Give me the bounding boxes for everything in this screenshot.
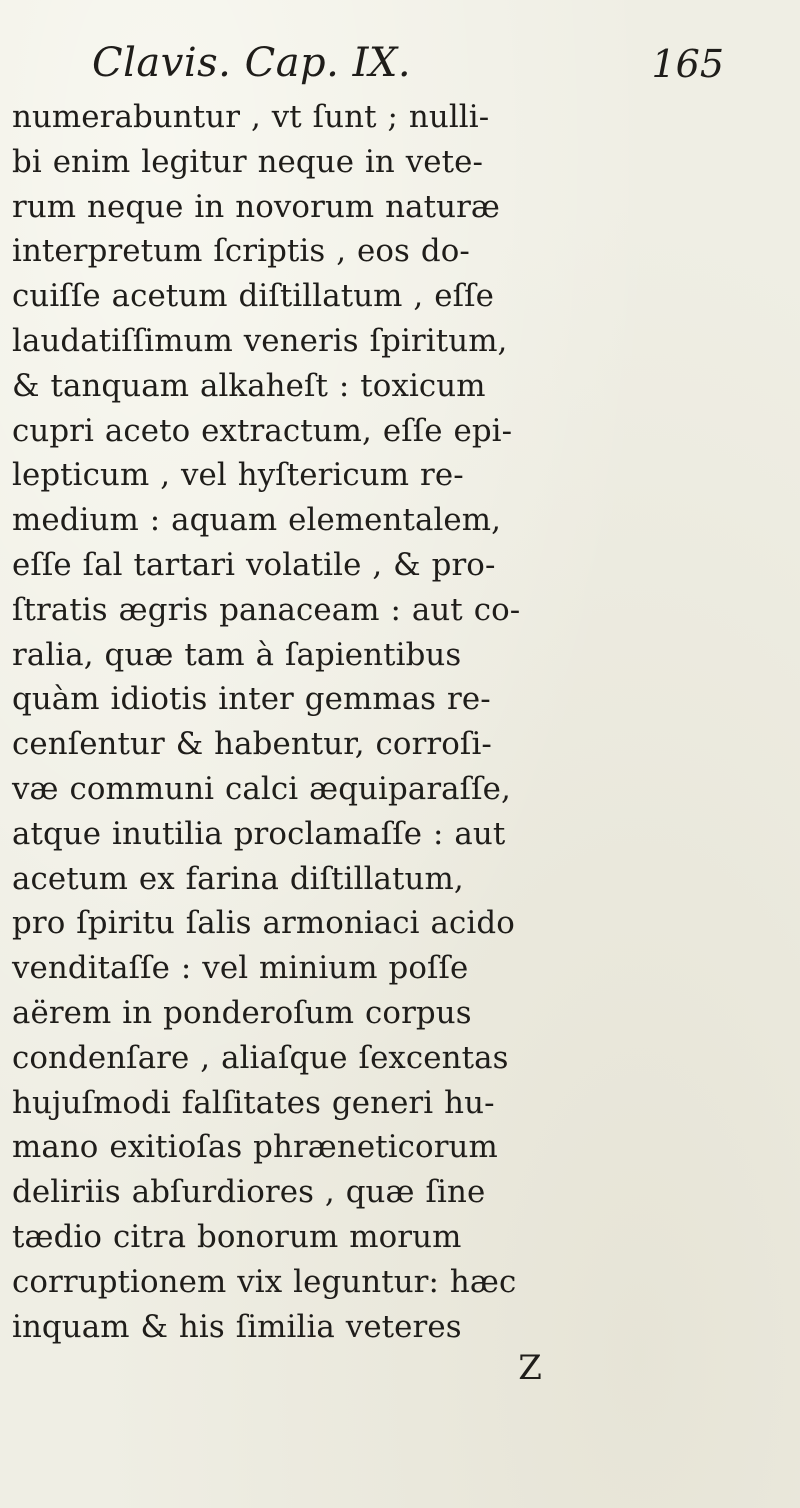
text-line: corruptionem vix leguntur: hæc <box>12 1263 517 1300</box>
text-line: eſſe ſal tartari volatile , & pro- <box>12 546 496 583</box>
text-line: tædio citra bonorum morum <box>12 1218 462 1255</box>
text-line: deliriis abſurdiores , quæ ſine <box>12 1174 486 1211</box>
text-line: condenſare , aliaſque ſexcentas <box>12 1039 509 1076</box>
text-line: ſtratis ægris panaceam : aut co- <box>12 591 521 628</box>
text-line: atque inutilia proclamaſſe : aut <box>12 815 506 852</box>
page-header <box>0 40 800 100</box>
text-line: hujuſmodi falſitates generi hu- <box>12 1084 495 1121</box>
signature-mark: Z <box>518 1348 542 1388</box>
text-line: aërem in ponderoſum corpus <box>12 994 472 1031</box>
page-number: 165 <box>651 42 724 86</box>
text-line: cenſentur & habentur, corroſi- <box>12 726 492 763</box>
text-line: ralia, quæ tam à ſapientibus <box>12 636 462 673</box>
text-line: mano exitioſas phræneticorum <box>12 1129 498 1166</box>
text-line: & tanquam alkaheſt : toxicum <box>12 367 486 404</box>
text-line: interpretum ſcriptis , eos do- <box>12 233 470 270</box>
text-line: inquam & his ſimilia veteres <box>12 1308 462 1345</box>
text-line: venditaſſe : vel minium poſſe <box>12 950 469 987</box>
text-line: acetum ex farina diſtillatum, <box>12 860 464 897</box>
text-line: quàm idiotis inter gemmas re- <box>12 681 491 718</box>
running-title: Clavis. Cap. IX. <box>92 40 412 86</box>
text-line: pro ſpiritu ſalis armoniaci acido <box>12 905 515 942</box>
text-line: rum neque in novorum naturæ <box>12 188 501 225</box>
text-line: væ communi calci æquiparaſſe, <box>12 770 511 807</box>
text-line: medium : aquam elementalem, <box>12 502 502 539</box>
text-line: laudatiſſimum veneris ſpiritum, <box>12 322 508 359</box>
text-line: cuiſſe acetum diſtillatum , eſſe <box>12 278 494 315</box>
text-line: numerabuntur , vt ſunt ; nulli- <box>12 99 490 135</box>
text-line: bi enim legitur neque in vete- <box>12 143 484 180</box>
text-line: lepticum , vel hyſtericum re- <box>12 457 464 494</box>
text-line: cupri aceto extractum, eſſe epi- <box>12 412 513 449</box>
body-text <box>12 95 796 1349</box>
